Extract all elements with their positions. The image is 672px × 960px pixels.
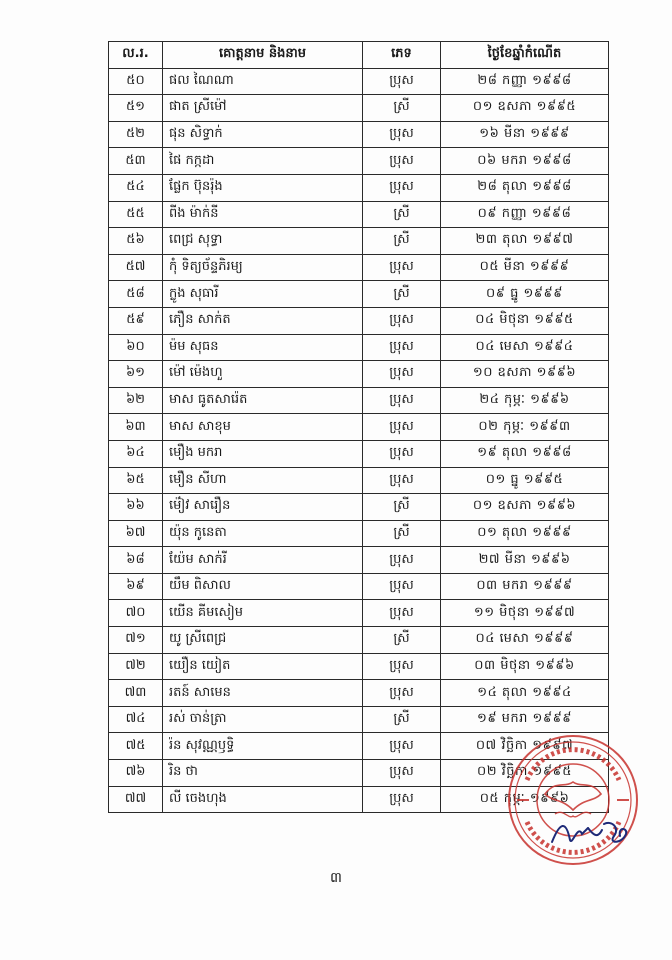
cell-number: ៥៩ [109,307,163,334]
cell-sex: ប្រុស [363,254,441,281]
table-row [109,254,609,281]
table-row [109,201,609,228]
cell-number: ៥៧ [109,254,163,281]
cell-date-of-birth: ២៧ មីនា ១៩៩៦ [441,547,609,574]
cell-date-of-birth: ១១ មិថុនា ១៩៩៧ [441,600,609,627]
cell-sex: ប្រុស [363,786,441,813]
cell-full-name: យឿន យៀត [163,653,363,680]
header-sex: ភេទ [363,42,441,69]
table-row [109,467,609,494]
cell-full-name: រស់ ចាន់ត្រា [163,706,363,733]
table-row [109,494,609,521]
table-header-row [109,42,609,69]
cell-date-of-birth: ០១ ឧសភា ១៩៩៦ [441,494,609,521]
cell-full-name: ម៉ៀវ សារឿន [163,494,363,521]
cell-full-name: រ៉ន សុវណ្ណឫទ្ធិ [163,733,363,760]
cell-sex: ប្រុស [363,573,441,600]
cell-number: ៥៤ [109,174,163,201]
header-full-name: គោត្តនាម និងនាម [163,42,363,69]
cell-number: ៦៣ [109,414,163,441]
cell-number: ៧៤ [109,706,163,733]
cell-sex: ប្រុស [363,68,441,95]
cell-date-of-birth: ១០ ឧសភា ១៩៩៦ [441,361,609,388]
cell-full-name: ម៉ម សុធន [163,334,363,361]
cell-sex: ប្រុស [363,307,441,334]
cell-date-of-birth: ០៦ មករា ១៩៩៨ [441,148,609,175]
table-row [109,281,609,308]
cell-number: ៧១ [109,627,163,654]
cell-full-name: រិន ថា [163,760,363,787]
cell-number: ៥៣ [109,148,163,175]
cell-sex: ប្រុស [363,760,441,787]
cell-full-name: ផុន សិទ្ធាក់ [163,121,363,148]
cell-number: ៦៦ [109,494,163,521]
cell-date-of-birth: ០៩ ធ្នូ ១៩៩៩ [441,281,609,308]
table-row [109,680,609,707]
cell-full-name: ផ្លែក ប៊ុនរ៉ុង [163,174,363,201]
cell-sex: ប្រុស [363,121,441,148]
cell-full-name: យ៉ុន កូនេតា [163,520,363,547]
cell-full-name: មឿន សីហា [163,467,363,494]
cell-full-name: ពេជ្រ សុទ្ធា [163,228,363,255]
table-row [109,440,609,467]
table-row [109,307,609,334]
cell-full-name: មឿង មករា [163,440,363,467]
cell-full-name: យឹម ពិសាល [163,573,363,600]
cell-sex: ប្រុស [363,148,441,175]
cell-sex: ប្រុស [363,361,441,388]
cell-date-of-birth: ០១ ឧសភា ១៩៩៥ [441,95,609,122]
cell-date-of-birth: ០៤ មេសា ១៩៩៤ [441,334,609,361]
cell-sex: ប្រុស [363,653,441,680]
cell-sex: ប្រុស [363,467,441,494]
cell-number: ៦៩ [109,573,163,600]
cell-full-name: ក្លូង សុធារី [163,281,363,308]
table-body [109,68,609,813]
table-row [109,414,609,441]
cell-sex: ប្រុស [363,680,441,707]
cell-date-of-birth: ០៥ មីនា ១៩៩៩ [441,254,609,281]
cell-number: ៥០ [109,68,163,95]
cell-number: ៥១ [109,95,163,122]
cell-number: ៧៥ [109,733,163,760]
cell-date-of-birth: ១៩ មករា ១៩៩៩ [441,706,609,733]
cell-number: ៧០ [109,600,163,627]
cell-date-of-birth: ១៩ តុលា ១៩៩៨ [441,440,609,467]
cell-full-name: យ៉ែម សាក់រី [163,547,363,574]
cell-sex: ស្រី [363,494,441,521]
cell-sex: ប្រុស [363,414,441,441]
cell-date-of-birth: ១៤ តុលា ១៩៩៤ [441,680,609,707]
cell-full-name: ភឿន សាក់ត [163,307,363,334]
cell-date-of-birth: ០២ វិច្ឆិកា ១៩៩៥ [441,760,609,787]
cell-full-name: មាស សាខុម [163,414,363,441]
cell-full-name: ផាត ស្រីម៉ៅ [163,95,363,122]
cell-full-name: មាស ធូតសារ៉េត [163,387,363,414]
cell-sex: ប្រុស [363,547,441,574]
cell-number: ៥៦ [109,228,163,255]
table-row [109,174,609,201]
cell-date-of-birth: ២៨ តុលា ១៩៩៨ [441,174,609,201]
cell-sex: ប្រុស [363,387,441,414]
cell-date-of-birth: ២៤ កុម្ភៈ ១៩៩៦ [441,387,609,414]
cell-sex: ស្រី [363,281,441,308]
cell-date-of-birth: ០៩ កញ្ញា ១៩៩៨ [441,201,609,228]
cell-number: ៦៥ [109,467,163,494]
table-row [109,148,609,175]
cell-full-name: ផៃ កក្កដា [163,148,363,175]
cell-number: ៦៧ [109,520,163,547]
table-row [109,334,609,361]
cell-sex: ប្រុស [363,733,441,760]
table-row [109,121,609,148]
table-row [109,653,609,680]
page-number: ៣ [330,870,342,886]
cell-number: ៦០ [109,334,163,361]
cell-full-name: ម៉ៅ ម៉េងហួ [163,361,363,388]
table-row [109,68,609,95]
table-row [109,627,609,654]
cell-date-of-birth: ០៤ មេសា ១៩៩៩ [441,627,609,654]
cell-date-of-birth: ០៣ មករា ១៩៩៩ [441,573,609,600]
table-row [109,706,609,733]
cell-sex: ស្រី [363,627,441,654]
student-roster-table [108,41,609,813]
table-row [109,600,609,627]
table-row [109,573,609,600]
cell-date-of-birth: ២៣ តុលា ១៩៩៧ [441,228,609,255]
cell-sex: ស្រី [363,520,441,547]
cell-sex: ស្រី [363,228,441,255]
table-row [109,95,609,122]
cell-date-of-birth: ០៣ មិថុនា ១៩៩៦ [441,653,609,680]
cell-full-name: លី ចេងហុង [163,786,363,813]
cell-full-name: ពីង ម៉ាក់នី [163,201,363,228]
cell-date-of-birth: ១៦ មីនា ១៩៩៩ [441,121,609,148]
cell-number: ៥៨ [109,281,163,308]
cell-number: ៧៧ [109,786,163,813]
cell-number: ៦២ [109,387,163,414]
cell-number: ៧៣ [109,680,163,707]
header-date-of-birth: ថ្ងៃខែឆ្នាំកំណើត [441,42,609,69]
cell-date-of-birth: ០៥ កុម្ភៈ ១៩៩៦ [441,786,609,813]
table-row [109,520,609,547]
cell-number: ៦៤ [109,440,163,467]
cell-sex: ស្រី [363,95,441,122]
cell-date-of-birth: ០១ ធ្នូ ១៩៩៥ [441,467,609,494]
cell-full-name: រតន៍ សាមេន [163,680,363,707]
cell-date-of-birth: ២៨ កញ្ញា ១៩៩៨ [441,68,609,95]
cell-number: ៥៥ [109,201,163,228]
cell-sex: ស្រី [363,201,441,228]
table-row [109,547,609,574]
table-row [109,228,609,255]
cell-sex: ប្រុស [363,440,441,467]
table-row [109,361,609,388]
cell-number: ៦៨ [109,547,163,574]
cell-sex: ប្រុស [363,174,441,201]
table-row [109,387,609,414]
cell-number: ៧៦ [109,760,163,787]
cell-number: ៥២ [109,121,163,148]
signature-icon [548,812,638,852]
cell-full-name: យើន គីមសៀម [163,600,363,627]
cell-full-name: យូ ស្រីពេជ្រ [163,627,363,654]
cell-date-of-birth: ០៧ វិច្ឆិកា ១៩៩៧ [441,733,609,760]
cell-date-of-birth: ០២ កុម្ភៈ ១៩៩៣ [441,414,609,441]
cell-number: ៦១ [109,361,163,388]
cell-sex: ប្រុស [363,600,441,627]
cell-date-of-birth: ០៤ មិថុនា ១៩៩៥ [441,307,609,334]
cell-sex: ប្រុស [363,334,441,361]
cell-number: ៧២ [109,653,163,680]
cell-date-of-birth: ០១ តុលា ១៩៩៩ [441,520,609,547]
cell-sex: ស្រី [363,706,441,733]
header-number: ល.រ. [109,42,163,69]
cell-full-name: ផល ណៃណា [163,68,363,95]
cell-full-name: កុំ ទិត្យច័ន្ទភិរម្យ [163,254,363,281]
